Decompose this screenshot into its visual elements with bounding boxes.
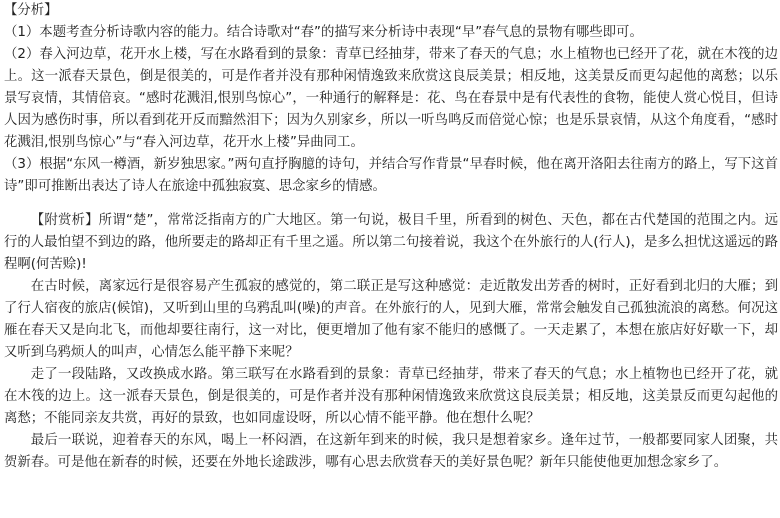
- analysis-paragraph-3: （3）根据“东风一樽酒，新岁独思家。”两句直抒胸臆的诗句，并结合写作背景“早春时候，他在离开洛阳去往南方的路上，写下这首诗”即可推断出表达了诗人在旅途中孤独寂寞、思念家乡的情感。: [4, 157, 778, 194]
- analysis-title: 【分析】: [4, 3, 58, 18]
- analysis-paragraph-1: （1）本题考查分析诗歌内容的能力。结合诗歌对“春”的描写来分析诗中表现“早”春气息的景物有哪些即可。: [4, 25, 643, 40]
- section-spacer: [4, 198, 778, 210]
- analysis-paragraph-2: （2）春入河边草，花开水上楼，写在水路看到的景象：青草已经抽芽，带来了春天的气息；水上植物也已经开了花，就在木筏的边上。这一派春天景色，倒是很美的，可是作者并没有那种闲情逸致来欣赏这良辰美景；相反地，这美景反而更勾起他的离愁；以乐景写哀情，其情倍哀。“感时花溅泪,恨别鸟惊心”，一种通行的解释是：花、鸟在春景中是有代表性的食物，能使人赏心悦目，但诗人因为感伤时事，所以看到花开反而黯然泪下；因为久别家乡，所以一听鸟鸣反而倍觉心惊；也是乐景哀情，从这个角度看，“感时花溅泪,恨别鸟惊心”与“春入河边草，花开水上楼”异曲同工。: [4, 47, 778, 150]
- appreciation-paragraph-3: 走了一段陆路，又改换成水路。第三联写在水路看到的景象：青草已经抽芽，带来了春天的气息；水上植物也已经开了花，就在木筏的边上。这一派春天景色，倒是很美的，可是作者并没有那种闲情逸致来欣赏这良辰美景；相反地，这美景反而更勾起他的离愁；不能同亲友共赏，再好的景致，也如同虚设呀，所以心情不能平静。他在想什么呢？: [4, 367, 778, 426]
- appreciation-paragraph-2: 在古时候，离家远行是很容易产生孤寂的感觉的，第二联正是写这种感觉：走近散发出芳香的树时，正好看到北归的大雁；到了行人宿夜的旅店(候馆)，又听到山里的乌鸦乱叫(噪)的声音。在外旅行的人，见到大雁，常常会触发自己孤独流浪的离愁。何况这雁在春天又是向北飞，而他却要往南行，这一对比，便更增加了他有家不能归的感慨了。一天走累了，本想在旅店好好歇一下，却又听到乌鸦烦人的叫声，心情怎么能平静下来呢？: [4, 279, 778, 360]
- appreciation-paragraph-1: 【附赏析】所谓“楚”，常常泛指南方的广大地区。第一句说，极目千里，所看到的树色、天色，都在古代楚国的范围之内。远行的人最怕望不到边的路，他所要走的路却正有千里之遥。所以第二句接着说，我这个在外旅行的人(行人)，是多么担忧这遥远的路程啊(何苦赊)!: [4, 213, 778, 272]
- document: [4, 0, 778, 474]
- appreciation-paragraph-4: 最后一联说，迎着春天的东风，喝上一杯闷酒，在这新年到来的时候，我只是想着家乡。逢年过节，一般都要同家人团聚，共贺新春。可是他在新春的时候，还要在外地长途跋涉，哪有心思去欣赏春天的美好景色呢？新年只能使他更加想念家乡了。: [4, 433, 778, 470]
